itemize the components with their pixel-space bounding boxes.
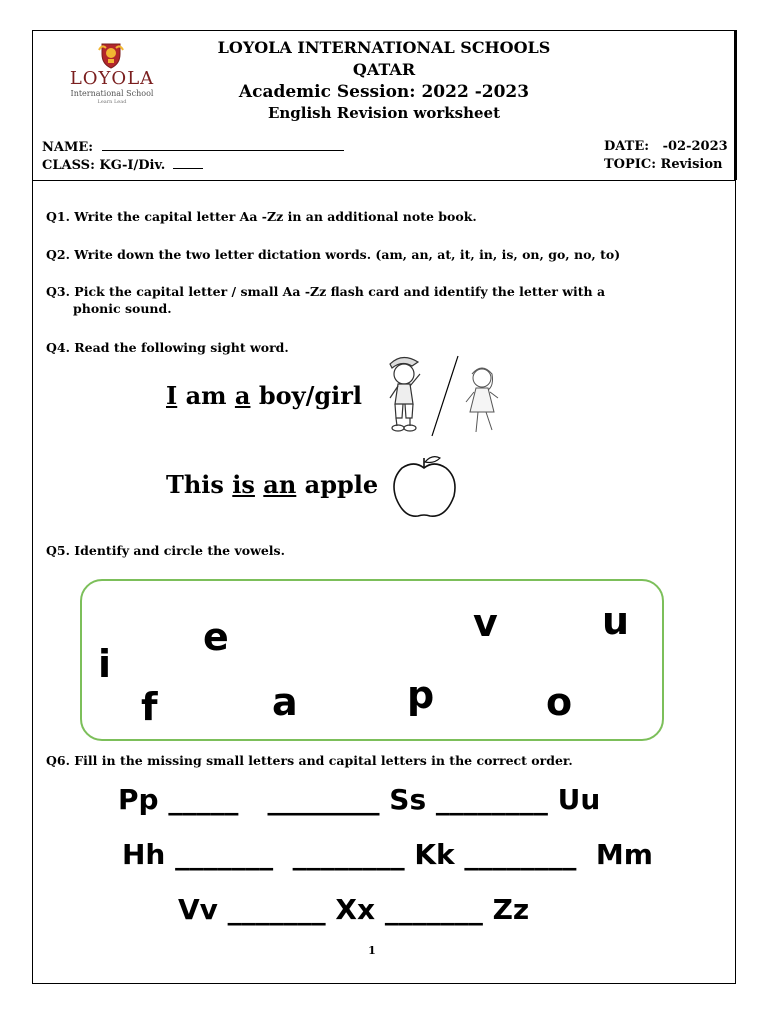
school-logo bbox=[62, 38, 162, 106]
page-number: 1 bbox=[368, 944, 376, 957]
academic-session: Academic Session: 2022 -2023 bbox=[238, 82, 530, 102]
question-1: Q1. Write the capital letter Aa -Zz in an additional note book. bbox=[46, 209, 477, 224]
question-6: Q6. Fill in the missing small letters and capital letters in the correct order. bbox=[46, 753, 573, 768]
sight-word: apple bbox=[304, 470, 379, 499]
sight-word: an bbox=[263, 470, 297, 499]
question-3: Q3. Pick the capital letter / small Aa -Zz flash card and identify the letter with a bbox=[46, 284, 606, 299]
sight-word: This bbox=[166, 470, 224, 499]
girl-icon bbox=[466, 368, 498, 432]
letter-f[interactable]: f bbox=[141, 685, 158, 729]
class-field bbox=[42, 157, 203, 173]
logo-motto: Learn Lead bbox=[97, 99, 127, 105]
letter-a[interactable]: a bbox=[272, 680, 298, 724]
sight-word: boy/girl bbox=[258, 381, 362, 410]
question-5: Q5. Identify and circle the vowels. bbox=[46, 543, 285, 558]
header-divider bbox=[32, 180, 736, 181]
school-name: LOYOLA INTERNATIONAL SCHOOLS bbox=[217, 38, 551, 57]
letter-e[interactable]: e bbox=[203, 615, 229, 659]
crest-icon bbox=[96, 40, 126, 70]
name-label: NAME: bbox=[42, 140, 94, 155]
apple-icon bbox=[388, 452, 460, 522]
worksheet-title: English Revision worksheet bbox=[267, 104, 501, 122]
boy-girl-illustration bbox=[380, 352, 510, 444]
letter-p[interactable]: p bbox=[407, 673, 435, 717]
topic-field: TOPIC: Revision bbox=[604, 157, 723, 172]
name-field bbox=[42, 139, 344, 155]
header-right-rule bbox=[734, 30, 737, 180]
question-4: Q4. Read the following sight word. bbox=[46, 340, 289, 355]
logo-name: LOYOLA bbox=[69, 68, 155, 89]
sight-sentence-2 bbox=[166, 470, 378, 499]
fill-row-1[interactable]: Pp _____ ________ Ss ________ Uu bbox=[118, 783, 601, 816]
class-label: CLASS: KG-I/Div. bbox=[42, 158, 166, 173]
sight-word: I bbox=[166, 381, 178, 410]
division-blank[interactable] bbox=[173, 157, 203, 169]
letter-i[interactable]: i bbox=[98, 642, 112, 686]
boy-icon bbox=[390, 357, 420, 431]
question-3-continued: phonic sound. bbox=[73, 301, 172, 316]
question-2: Q2. Write down the two letter dictation words. (am, an, at, it, in, is, on, go, no, to) bbox=[46, 247, 621, 262]
sight-word: is bbox=[232, 470, 255, 499]
sight-sentence-1 bbox=[166, 381, 362, 410]
fill-row-2[interactable]: Hh _______ ________ Kk ________ Mm bbox=[122, 838, 653, 871]
sight-word: am bbox=[185, 381, 227, 410]
country: QATAR bbox=[352, 60, 416, 79]
letter-u[interactable]: u bbox=[602, 599, 630, 643]
slash-divider bbox=[432, 356, 458, 436]
vowel-box bbox=[80, 579, 664, 741]
sight-word: a bbox=[234, 381, 251, 410]
date-field: DATE: -02-2023 bbox=[604, 139, 728, 154]
fill-row-3[interactable]: Vv _______ Xx _______ Zz bbox=[178, 893, 530, 926]
letter-o[interactable]: o bbox=[546, 680, 573, 724]
name-blank[interactable] bbox=[102, 139, 344, 151]
letter-v[interactable]: v bbox=[473, 601, 498, 645]
logo-subtitle: International School bbox=[70, 89, 154, 98]
